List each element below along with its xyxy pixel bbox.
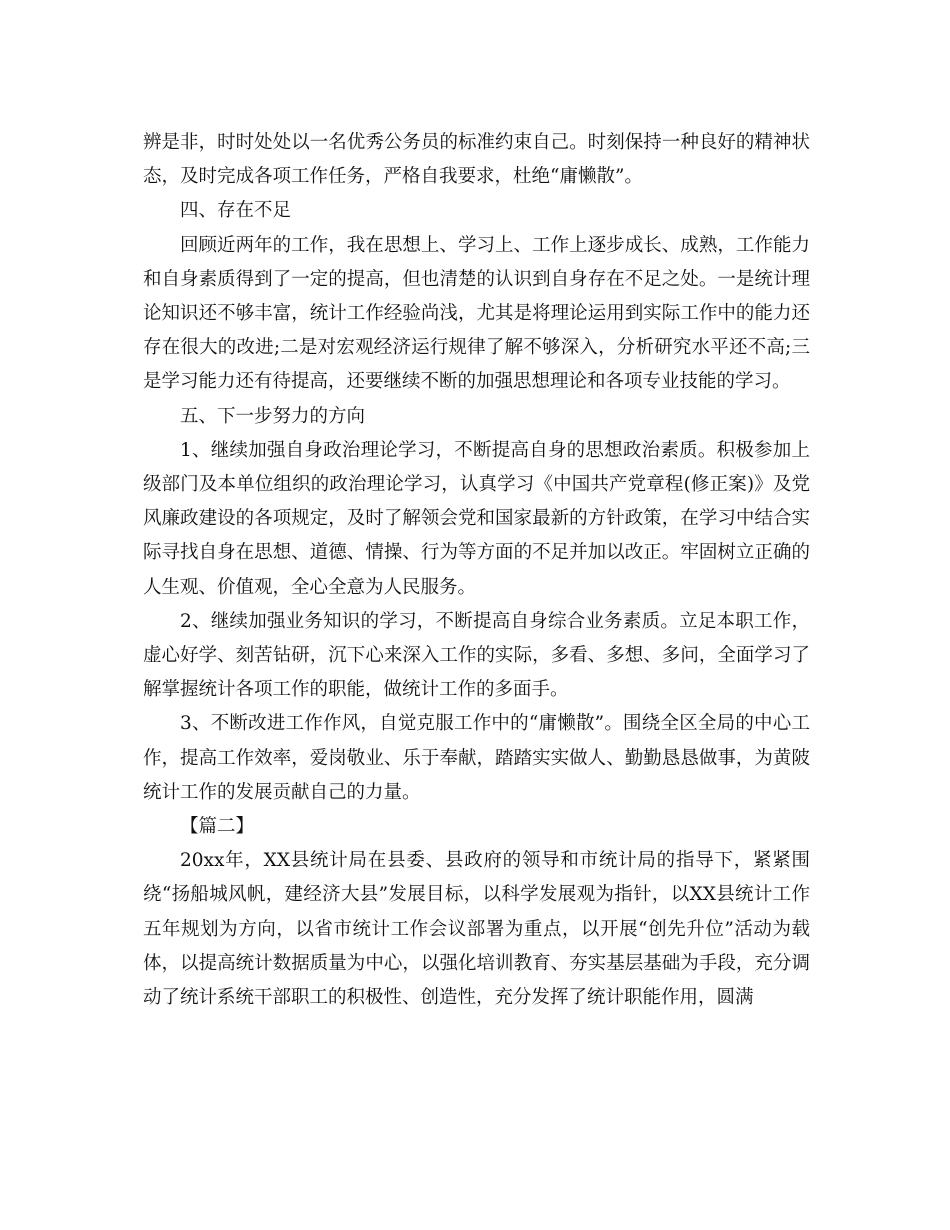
section-heading-next-steps: 五、下一步努力的方向 [180, 405, 366, 427]
paragraph-item-3: 3、不断改进工作作风，自觉克服工作中的“庸懒散”。围绕全区全局的中心工作，提高工作效率，爱岗敬业、乐于奉献，踏踏实实做人、勤勤恳恳做事，为黄陂统计工作的发展贡献自己的力量。 [143, 713, 810, 803]
paragraph-item-1: 1、继续加强自身政治理论学习，不断提高自身的思想政治素质。积极参加上级部门及本单位组织的政治理论学习，认真学习《中国共产党章程(修正案)》及党风廉政建设的各项规定，及时了解领会党和国家最新的方针政策，在学习中结合实际寻找自身在思想、道德、情操、行为等方面的不足并加以改正。牢固树立正确的人生观、价值观，全心全意为人民服务。 [143, 439, 810, 598]
section-heading-part-two: 【篇二】 [180, 816, 255, 838]
paragraph-part-two-intro: 20xx年，XX县统计局在县委、县政府的领导和市统计局的指导下，紧紧围绕“扬船城风帆，建经济大县”发展目标，以科学发展观为指针，以XX县统计工作五年规划为方向，以省市统计工作会议部署为重点，以开展“创先升位”活动为载体，以提高统计数据质量为中心，以强化培训教育、夯实基层基础为手段，充分调动了统计系统干部职工的积极性、创造性，充分发挥了统计职能作用，圆满 [143, 850, 810, 1009]
paragraph-review: 回顾近两年的工作，我在思想上、学习上、工作上逐步成长、成熟，工作能力和自身素质得到了一定的提高，但也清楚的认识到自身存在不足之处。一是统计理论知识还不够丰富，统计工作经验尚浅，尤其是将理论运用到实际工作中的能力还存在很大的改进;二是对宏观经济运行规律了解不够深入，分析研究水平还不高;三是学习能力还有待提高，还要继续不断的加强思想理论和各项专业技能的学习。 [143, 234, 810, 393]
paragraph-item-2: 2、继续加强业务知识的学习，不断提高自身综合业务素质。立足本职工作，虚心好学、刻苦钻研，沉下心来深入工作的实际，多看、多想、多问，全面学习了解掌握统计各项工作的职能，做统计工作的多面手。 [143, 610, 810, 701]
section-heading-shortcomings: 四、存在不足 [180, 200, 292, 222]
document-body [143, 126, 810, 1015]
paragraph-continuation: 辨是非，时时处处以一名优秀公务员的标准约束自己。时刻保持一种良好的精神状态，及时完成各项工作任务，严格自我要求，杜绝“庸懒散”。 [143, 132, 810, 188]
